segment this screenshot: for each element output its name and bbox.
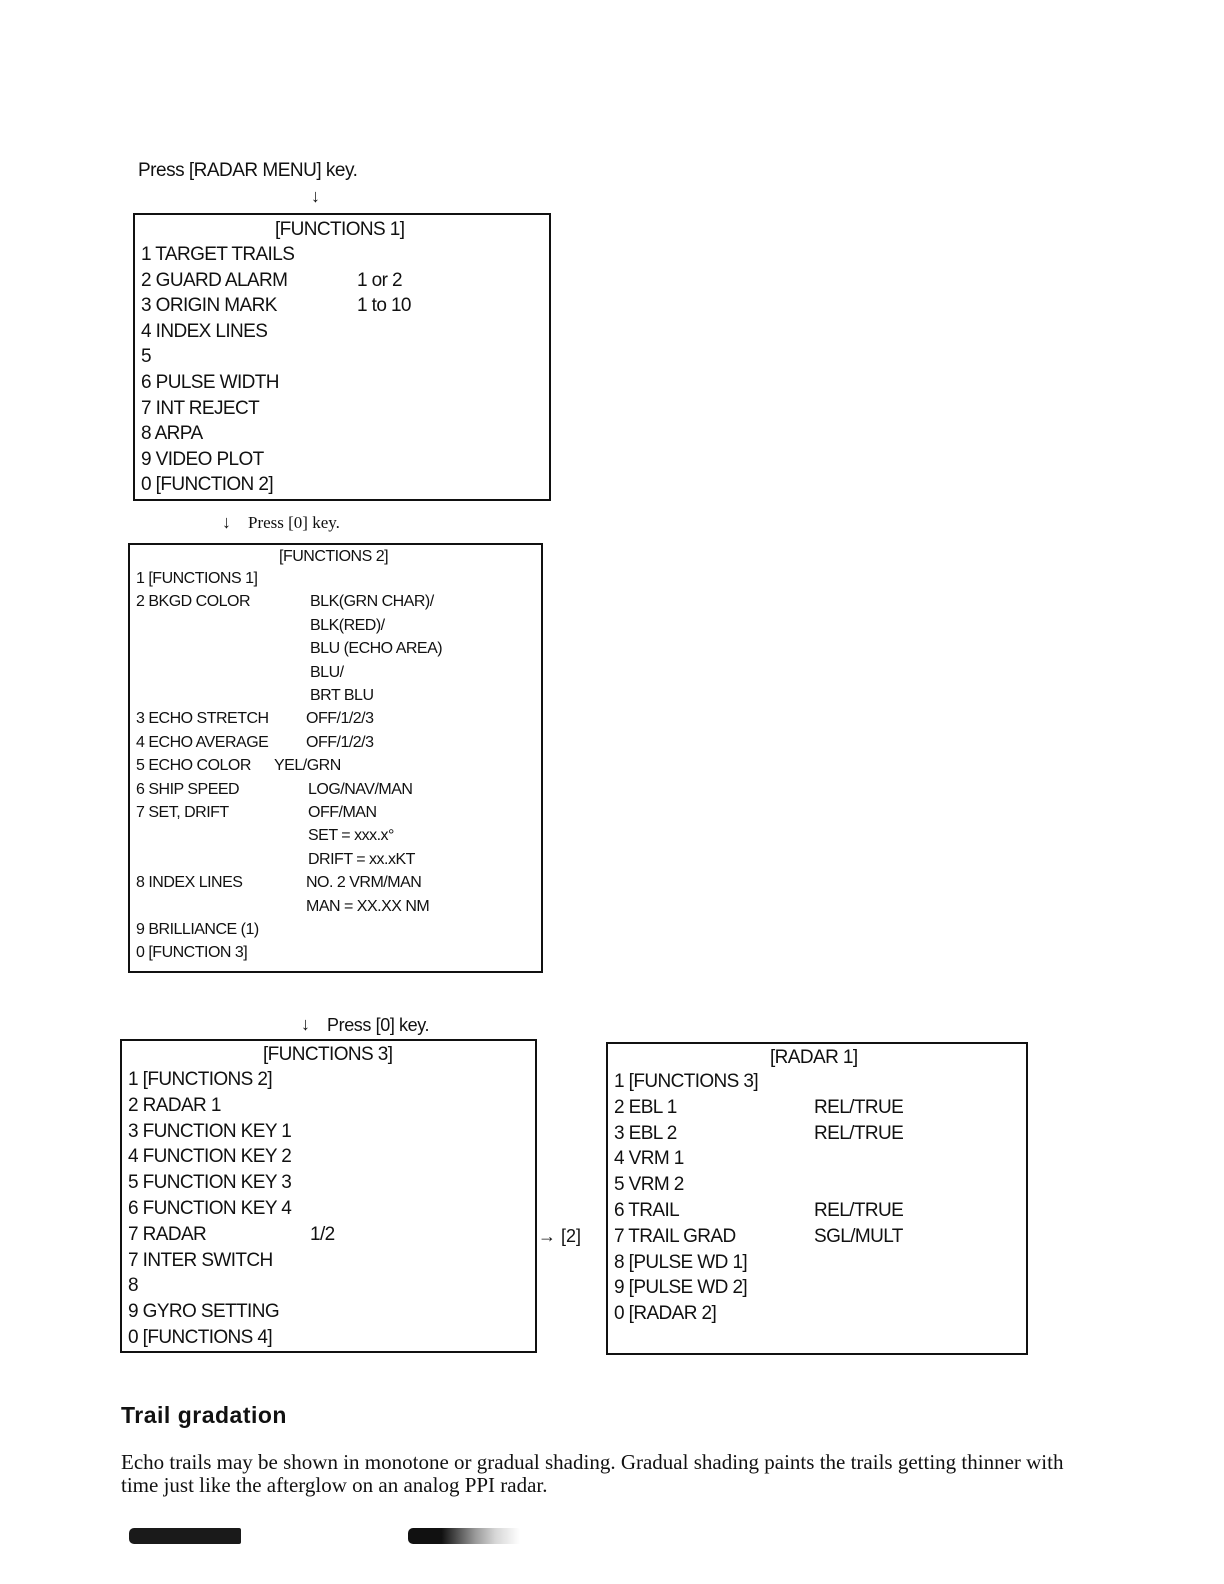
menu-item-value: BLK(GRN CHAR)/ — [310, 593, 434, 611]
menu-item-value: BLU/ — [310, 663, 344, 681]
menu-item: 0 [FUNCTION 3] — [136, 944, 248, 962]
menu-item: 5 VRM 2 — [614, 1174, 684, 1196]
menu-item: 1 TARGET TRAILS — [141, 244, 295, 265]
menu-item-value: SET = xxx.x° — [308, 827, 394, 845]
section-heading: Trail gradation — [121, 1402, 287, 1428]
menu-item: 1 [FUNCTIONS 2] — [128, 1069, 273, 1090]
menu-item-value: OFF/1/2/3 — [306, 710, 374, 728]
gradual-trail-sample — [408, 1528, 520, 1544]
menu-item-value: LOG/NAV/MAN — [308, 780, 413, 798]
menu-item: 7 TRAIL GRAD — [614, 1225, 736, 1247]
menu-item: 8 [PULSE WD 1] — [614, 1251, 748, 1273]
menu-item: 7 INT REJECT — [141, 397, 260, 419]
menu-item: 9 BRILLIANCE (1) — [136, 921, 259, 938]
menu-item: 0 [FUNCTION 2] — [141, 474, 274, 496]
monotone-trail-sample — [129, 1528, 241, 1544]
menu-item: 7 RADAR — [128, 1223, 207, 1245]
menu-item: 6 SHIP SPEED — [136, 780, 240, 798]
menu-item-value: REL/TRUE — [814, 1200, 904, 1221]
menu-item: 4 VRM 1 — [614, 1148, 684, 1170]
menu-item: 4 FUNCTION KEY 2 — [128, 1146, 292, 1168]
section-paragraph: Echo trails may be shown in monotone or gradual shading. Gradual shading paints the trails getting thinner with time just like the afterglow on an analog PPI radar. — [121, 1450, 1064, 1497]
menu-item: 4 INDEX LINES — [141, 320, 268, 342]
menu-item: 9 [PULSE WD 2] — [614, 1277, 748, 1299]
menu-item: 2 EBL 1 — [614, 1096, 677, 1118]
menu-item: 6 FUNCTION KEY 4 — [128, 1198, 292, 1219]
menu-item-value: BLK(RED)/ — [310, 616, 385, 634]
link-arrow-to-radar-1: → [2] — [538, 1226, 582, 1246]
menu-item-value: NO. 2 VRM/MAN — [306, 874, 422, 892]
menu-title: [RADAR 1] — [770, 1047, 858, 1068]
menu-item: 2 RADAR 1 — [128, 1094, 221, 1116]
instruction-press-0-key: Press [0] key. — [327, 1015, 430, 1035]
menu-item: 5 FUNCTION KEY 3 — [128, 1172, 292, 1194]
menu-title: [FUNCTIONS 1] — [275, 219, 405, 240]
instruction-press-0-key: Press [0] key. — [248, 513, 340, 532]
menu-item: 4 ECHO AVERAGE — [136, 733, 269, 751]
menu-item-value: 1 or 2 — [357, 269, 402, 291]
menu-item: 7 INTER SWITCH — [128, 1249, 273, 1271]
menu-item-value: OFF/MAN — [308, 804, 377, 821]
menu-item: 5 — [141, 346, 151, 368]
menu-item: 6 PULSE WIDTH — [141, 372, 279, 393]
arrow-down-icon: ↓ — [301, 1014, 310, 1034]
functions-2-menu — [128, 543, 543, 973]
menu-item: 8 ARPA — [141, 423, 203, 445]
menu-item-value: BRT BLU — [310, 687, 374, 704]
menu-item: 2 GUARD ALARM — [141, 269, 288, 291]
menu-item-value: SGL/MULT — [814, 1225, 903, 1247]
menu-item: 7 SET, DRIFT — [136, 804, 229, 821]
menu-item-value: OFF/1/2/3 — [306, 733, 374, 751]
menu-item: 0 [RADAR 2] — [614, 1303, 717, 1325]
menu-item: 3 ORIGIN MARK — [141, 295, 277, 317]
menu-item: 2 BKGD COLOR — [136, 593, 251, 611]
menu-item-value: REL/TRUE — [814, 1122, 904, 1144]
menu-title: [FUNCTIONS 3] — [263, 1044, 393, 1065]
menu-item-value: YEL/GRN — [274, 757, 341, 775]
menu-item: 3 ECHO STRETCH — [136, 710, 269, 728]
menu-item: 3 EBL 2 — [614, 1122, 677, 1144]
menu-item-value: MAN = XX.XX NM — [306, 897, 430, 915]
menu-item: 9 GYRO SETTING — [128, 1301, 280, 1323]
menu-item-value: 1/2 — [310, 1223, 335, 1245]
menu-item-value: 1 to 10 — [357, 295, 411, 317]
menu-item: 9 VIDEO PLOT — [141, 448, 264, 470]
menu-item: 8 INDEX LINES — [136, 874, 243, 892]
menu-item-value: DRIFT = xx.xKT — [308, 850, 415, 868]
menu-item: 1 [FUNCTIONS 1] — [136, 570, 258, 587]
radar-1-menu — [606, 1042, 1028, 1355]
menu-item-value: BLU (ECHO AREA) — [310, 640, 443, 658]
arrow-down-icon: ↓ — [222, 512, 231, 532]
menu-item: 5 ECHO COLOR — [136, 757, 251, 775]
menu-item: 1 [FUNCTIONS 3] — [614, 1071, 759, 1092]
menu-item: 3 FUNCTION KEY 1 — [128, 1120, 292, 1142]
menu-item: 6 TRAIL — [614, 1200, 680, 1221]
functions-1-menu — [133, 213, 551, 501]
arrow-down-icon: ↓ — [311, 186, 320, 206]
menu-item: 8 — [128, 1275, 138, 1297]
functions-3-menu — [120, 1039, 537, 1353]
menu-item: 0 [FUNCTIONS 4] — [128, 1327, 273, 1348]
menu-title: [FUNCTIONS 2] — [279, 548, 389, 565]
instruction-press-radar-menu: Press [RADAR MENU] key. — [138, 160, 358, 181]
menu-item-value: REL/TRUE — [814, 1096, 904, 1118]
